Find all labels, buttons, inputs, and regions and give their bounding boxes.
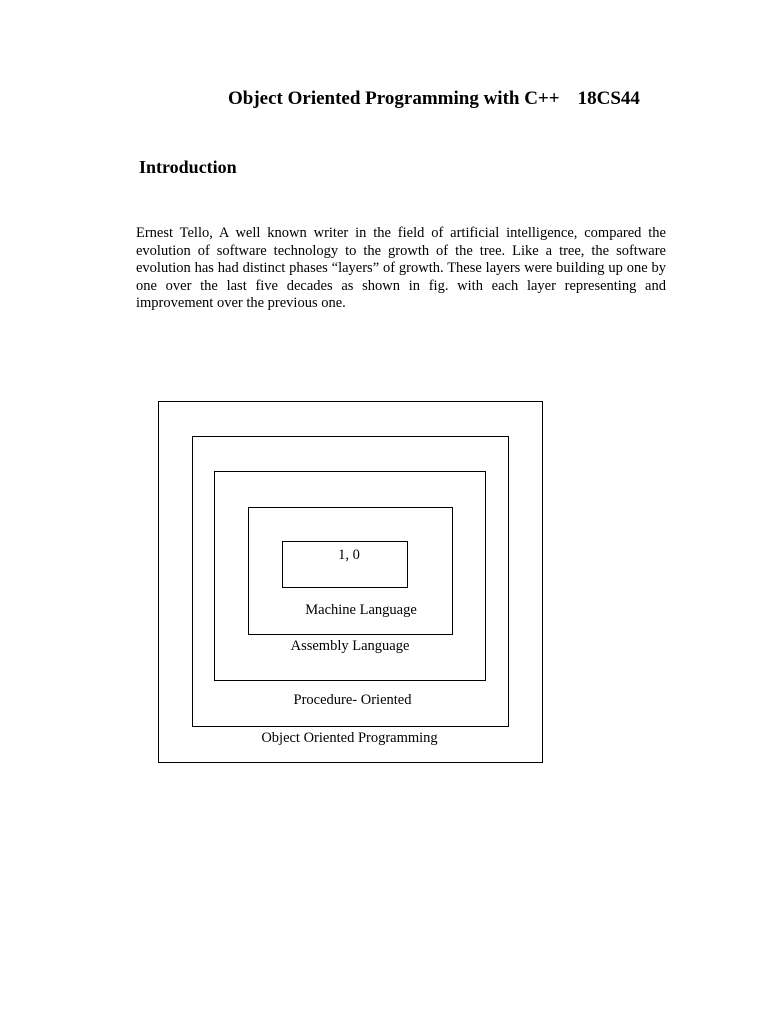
layer-label-core: 1, 0 bbox=[338, 547, 360, 563]
layer-label-oop: Object Oriented Programming bbox=[261, 730, 438, 746]
layer-label-assembly: Assembly Language bbox=[290, 638, 410, 654]
layer-box-assembly bbox=[214, 471, 486, 681]
section-heading: Introduction bbox=[139, 157, 237, 177]
document-title: Object Oriented Programming with C++ bbox=[228, 88, 560, 109]
layer-box-core bbox=[282, 541, 408, 588]
layer-label-procedure: Procedure- Oriented bbox=[293, 692, 412, 708]
layer-box-procedure bbox=[192, 436, 509, 727]
layer-box-oop bbox=[158, 401, 543, 763]
layer-label-machine: Machine Language bbox=[305, 602, 417, 618]
course-code: 18CS44 bbox=[577, 88, 640, 109]
page-header bbox=[228, 88, 640, 110]
layer-box-machine bbox=[248, 507, 453, 635]
intro-paragraph: Ernest Tello, A well known writer in the field of artificial intelligence, compared the evolution of software technology to the growth of the tree. Like a tree, the software evolution has had distinct phases “layers” of growth. These layers were building up one by one over the last five decades as shown in fig. with each layer representing and improvement over the previous one. bbox=[136, 225, 666, 312]
